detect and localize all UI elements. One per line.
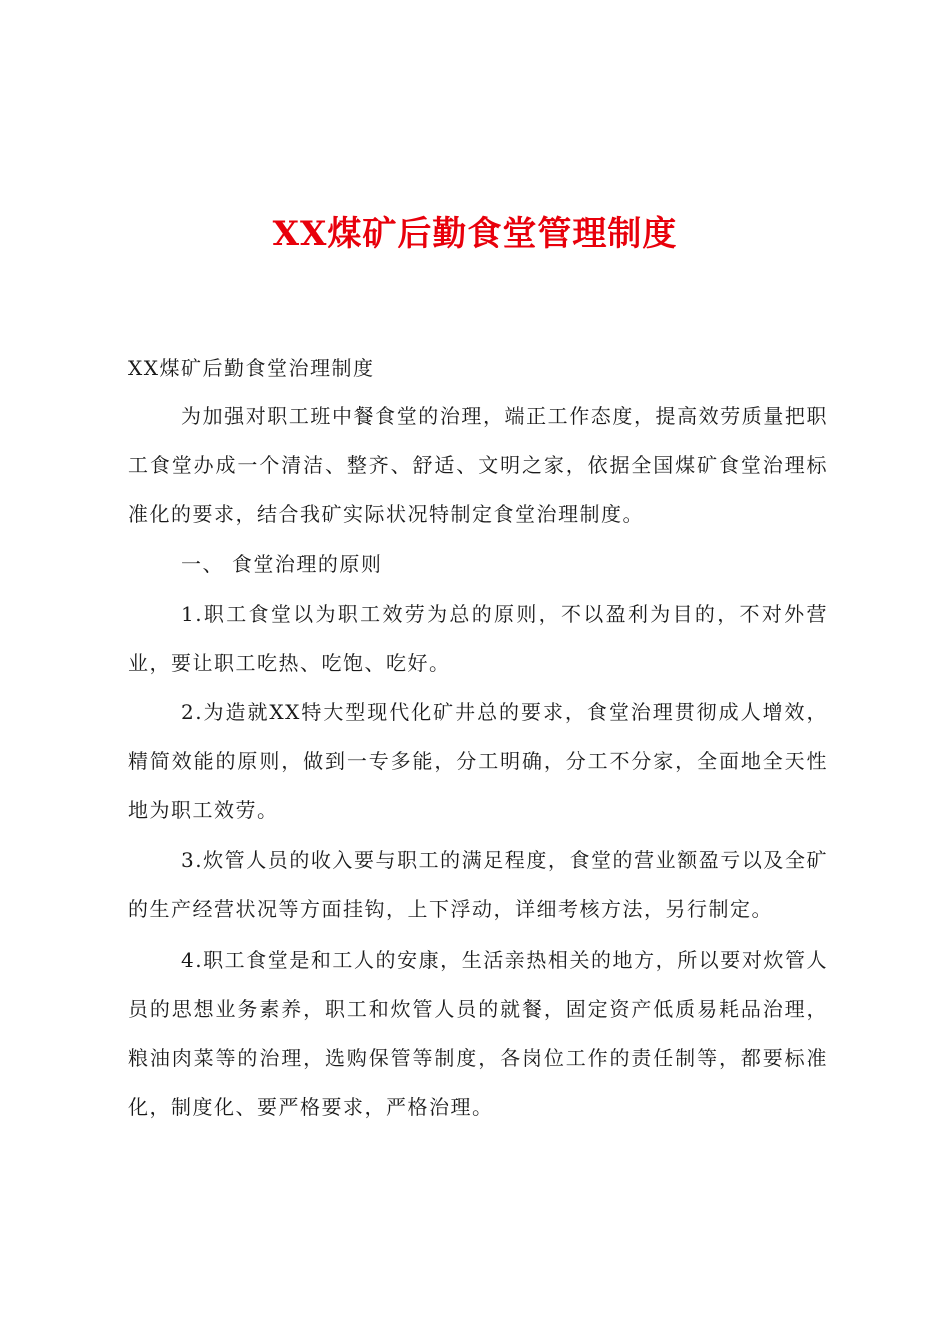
list-item: 4.职工食堂是和工人的安康，生活亲热相关的地方，所以要对炊管人员的思想业务素养，职工和炊管人员的就餐，固定资产低质易耗品治理，粮油肉菜等的治理，选购保管等制度，各岗位工作的责任制等，都要标准化，制度化、要严格要求，严格治理。 bbox=[128, 948, 828, 1119]
document-subtitle: XX煤矿后勤食堂治理制度 bbox=[128, 356, 375, 380]
list-item: 3.炊管人员的收入要与职工的满足程度，食堂的营业额盈亏以及全矿的生产经营状况等方面挂钩，上下浮动，详细考核方法，另行制定。 bbox=[128, 848, 828, 921]
list-item: 2.为造就XX特大型现代化矿井总的要求，食堂治理贯彻成人增效，精简效能的原则，做到一专多能，分工明确，分工不分家，全面地全天性地为职工效劳。 bbox=[128, 700, 828, 822]
list-item: 1.职工食堂以为职工效劳为总的原则，不以盈利为目的，不对外营业，要让职工吃热、吃饱、吃好。 bbox=[128, 602, 828, 675]
section-heading: 一、 食堂治理的原则 bbox=[181, 552, 383, 576]
document-title: XX煤矿后勤食堂管理制度 bbox=[272, 214, 678, 254]
intro-paragraph: 为加强对职工班中餐食堂的治理，端正工作态度，提高效劳质量把职工食堂办成一个清洁、整齐、舒适、文明之家，依据全国煤矿食堂治理标准化的要求，结合我矿实际状况特制定食堂治理制度。 bbox=[128, 404, 828, 526]
